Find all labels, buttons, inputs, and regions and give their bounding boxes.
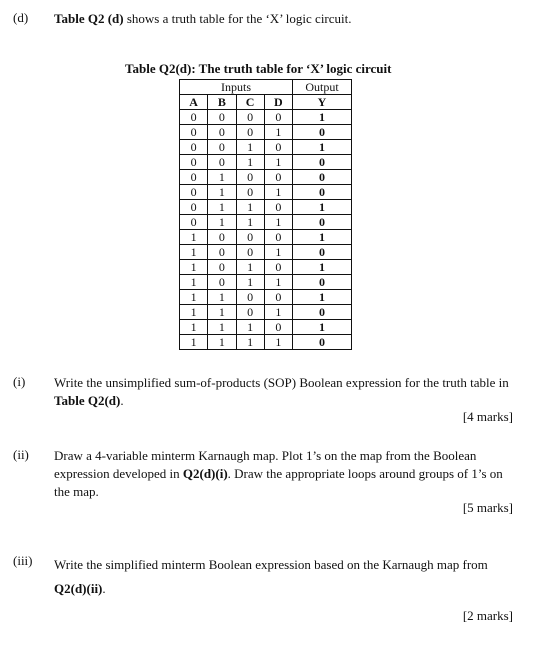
input-cell: 1 bbox=[180, 335, 208, 350]
output-cell: 0 bbox=[293, 335, 352, 350]
input-cell: 1 bbox=[180, 230, 208, 245]
question-i-text bbox=[54, 374, 514, 410]
input-cell: 0 bbox=[236, 245, 264, 260]
input-cell: 1 bbox=[264, 185, 292, 200]
output-cell: 1 bbox=[293, 290, 352, 305]
output-cell: 1 bbox=[293, 140, 352, 155]
truth-table-row bbox=[180, 200, 352, 215]
truth-table-group-header bbox=[180, 80, 352, 95]
input-cell: 0 bbox=[236, 110, 264, 125]
input-cell: 0 bbox=[264, 260, 292, 275]
part-d-intro bbox=[54, 10, 514, 28]
truth-table-row bbox=[180, 305, 352, 320]
input-cell: 0 bbox=[264, 290, 292, 305]
input-cell: 1 bbox=[180, 305, 208, 320]
input-cell: 1 bbox=[236, 320, 264, 335]
output-cell: 0 bbox=[293, 155, 352, 170]
output-cell: 0 bbox=[293, 245, 352, 260]
truth-table-body bbox=[180, 110, 352, 350]
input-cell: 0 bbox=[180, 125, 208, 140]
input-cell: 0 bbox=[208, 140, 236, 155]
truth-table-row bbox=[180, 275, 352, 290]
question-i-marks: [4 marks] bbox=[462, 409, 513, 424]
truth-table-row bbox=[180, 155, 352, 170]
question-iii-text-b: . bbox=[102, 581, 106, 596]
input-cell: 1 bbox=[236, 215, 264, 230]
column-header-a: A bbox=[180, 95, 208, 110]
input-cell: 0 bbox=[264, 170, 292, 185]
input-cell: 1 bbox=[236, 260, 264, 275]
input-cell: 1 bbox=[208, 200, 236, 215]
table-reference: Table Q2 (d) bbox=[54, 11, 124, 26]
truth-table-row bbox=[180, 170, 352, 185]
input-cell: 1 bbox=[180, 275, 208, 290]
truth-table-row bbox=[180, 320, 352, 335]
input-cell: 1 bbox=[208, 185, 236, 200]
question-ii-marks: [5 marks] bbox=[462, 500, 513, 515]
truth-table-row bbox=[180, 125, 352, 140]
truth-table bbox=[179, 79, 352, 350]
input-cell: 0 bbox=[208, 155, 236, 170]
input-cell: 0 bbox=[180, 215, 208, 230]
question-iii-reference: Q2(d)(ii) bbox=[54, 581, 103, 596]
input-cell: 1 bbox=[236, 275, 264, 290]
question-iii-text bbox=[54, 553, 514, 601]
input-cell: 1 bbox=[264, 275, 292, 290]
column-header-c: C bbox=[236, 95, 264, 110]
output-cell: 1 bbox=[293, 320, 352, 335]
input-cell: 1 bbox=[236, 140, 264, 155]
output-group-header: Output bbox=[293, 80, 352, 95]
question-ii-text-b: . Draw the appropriate loops around groups of 1’s on the map. bbox=[54, 466, 503, 499]
input-cell: 1 bbox=[264, 305, 292, 320]
input-cell: 1 bbox=[264, 125, 292, 140]
question-ii-label: (ii) bbox=[13, 447, 29, 462]
input-cell: 1 bbox=[180, 245, 208, 260]
truth-table-row bbox=[180, 335, 352, 350]
truth-table-row bbox=[180, 290, 352, 305]
input-cell: 1 bbox=[180, 260, 208, 275]
input-cell: 0 bbox=[236, 185, 264, 200]
input-cell: 1 bbox=[264, 155, 292, 170]
question-ii-text-a: Draw a 4-variable minterm Karnaugh map. Plot 1’s on the map from the Boolean expression developed in bbox=[54, 448, 477, 481]
truth-table-row bbox=[180, 245, 352, 260]
input-cell: 1 bbox=[180, 320, 208, 335]
input-cell: 0 bbox=[208, 245, 236, 260]
output-cell: 0 bbox=[293, 170, 352, 185]
input-cell: 0 bbox=[180, 170, 208, 185]
output-cell: 0 bbox=[293, 305, 352, 320]
output-cell: 1 bbox=[293, 260, 352, 275]
part-d-label: (d) bbox=[13, 10, 29, 25]
input-cell: 0 bbox=[180, 200, 208, 215]
inputs-group-header: Inputs bbox=[180, 80, 293, 95]
input-cell: 0 bbox=[264, 200, 292, 215]
question-i-reference: Table Q2(d) bbox=[54, 393, 121, 408]
input-cell: 1 bbox=[208, 290, 236, 305]
table-caption: Table Q2(d): The truth table for ‘X’ logic circuit bbox=[125, 61, 392, 76]
input-cell: 0 bbox=[180, 110, 208, 125]
question-i-label: (i) bbox=[13, 374, 26, 389]
input-cell: 0 bbox=[264, 110, 292, 125]
output-cell: 1 bbox=[293, 230, 352, 245]
input-cell: 0 bbox=[208, 275, 236, 290]
input-cell: 1 bbox=[236, 155, 264, 170]
input-cell: 0 bbox=[208, 125, 236, 140]
input-cell: 0 bbox=[264, 140, 292, 155]
input-cell: 0 bbox=[208, 230, 236, 245]
input-cell: 1 bbox=[208, 305, 236, 320]
truth-table-row bbox=[180, 230, 352, 245]
input-cell: 0 bbox=[236, 305, 264, 320]
column-header-d: D bbox=[264, 95, 292, 110]
truth-table-row bbox=[180, 185, 352, 200]
column-header-b: B bbox=[208, 95, 236, 110]
truth-table-row bbox=[180, 140, 352, 155]
question-i-text-b: . bbox=[120, 393, 124, 408]
input-cell: 1 bbox=[264, 245, 292, 260]
input-cell: 1 bbox=[264, 335, 292, 350]
input-cell: 1 bbox=[264, 215, 292, 230]
question-ii-text bbox=[54, 447, 514, 501]
input-cell: 1 bbox=[208, 215, 236, 230]
question-i-text-a: Write the unsimplified sum-of-products (SOP) Boolean expression for the truth table in bbox=[54, 375, 509, 390]
input-cell: 1 bbox=[236, 200, 264, 215]
question-iii-marks: [2 marks] bbox=[462, 608, 513, 623]
input-cell: 1 bbox=[208, 170, 236, 185]
input-cell: 1 bbox=[180, 290, 208, 305]
question-iii-text-a: Write the simplified minterm Boolean expression based on the Karnaugh map from bbox=[54, 557, 488, 572]
output-cell: 0 bbox=[293, 275, 352, 290]
truth-table-row bbox=[180, 110, 352, 125]
input-cell: 0 bbox=[264, 320, 292, 335]
truth-table-column-header bbox=[180, 95, 352, 110]
input-cell: 1 bbox=[236, 335, 264, 350]
input-cell: 0 bbox=[236, 125, 264, 140]
output-cell: 0 bbox=[293, 185, 352, 200]
output-cell: 1 bbox=[293, 110, 352, 125]
input-cell: 0 bbox=[264, 230, 292, 245]
column-header-y: Y bbox=[293, 95, 352, 110]
input-cell: 0 bbox=[236, 170, 264, 185]
output-cell: 1 bbox=[293, 200, 352, 215]
output-cell: 0 bbox=[293, 215, 352, 230]
input-cell: 0 bbox=[208, 110, 236, 125]
question-ii-reference: Q2(d)(i) bbox=[182, 466, 228, 481]
output-cell: 0 bbox=[293, 125, 352, 140]
input-cell: 0 bbox=[236, 290, 264, 305]
input-cell: 0 bbox=[180, 155, 208, 170]
input-cell: 0 bbox=[180, 140, 208, 155]
question-iii-label: (iii) bbox=[13, 553, 33, 568]
input-cell: 0 bbox=[180, 185, 208, 200]
input-cell: 1 bbox=[208, 335, 236, 350]
input-cell: 1 bbox=[208, 320, 236, 335]
truth-table-row bbox=[180, 215, 352, 230]
truth-table-row bbox=[180, 260, 352, 275]
input-cell: 0 bbox=[236, 230, 264, 245]
input-cell: 0 bbox=[208, 260, 236, 275]
part-d-intro-text: shows a truth table for the ‘X’ logic circuit. bbox=[123, 11, 352, 26]
